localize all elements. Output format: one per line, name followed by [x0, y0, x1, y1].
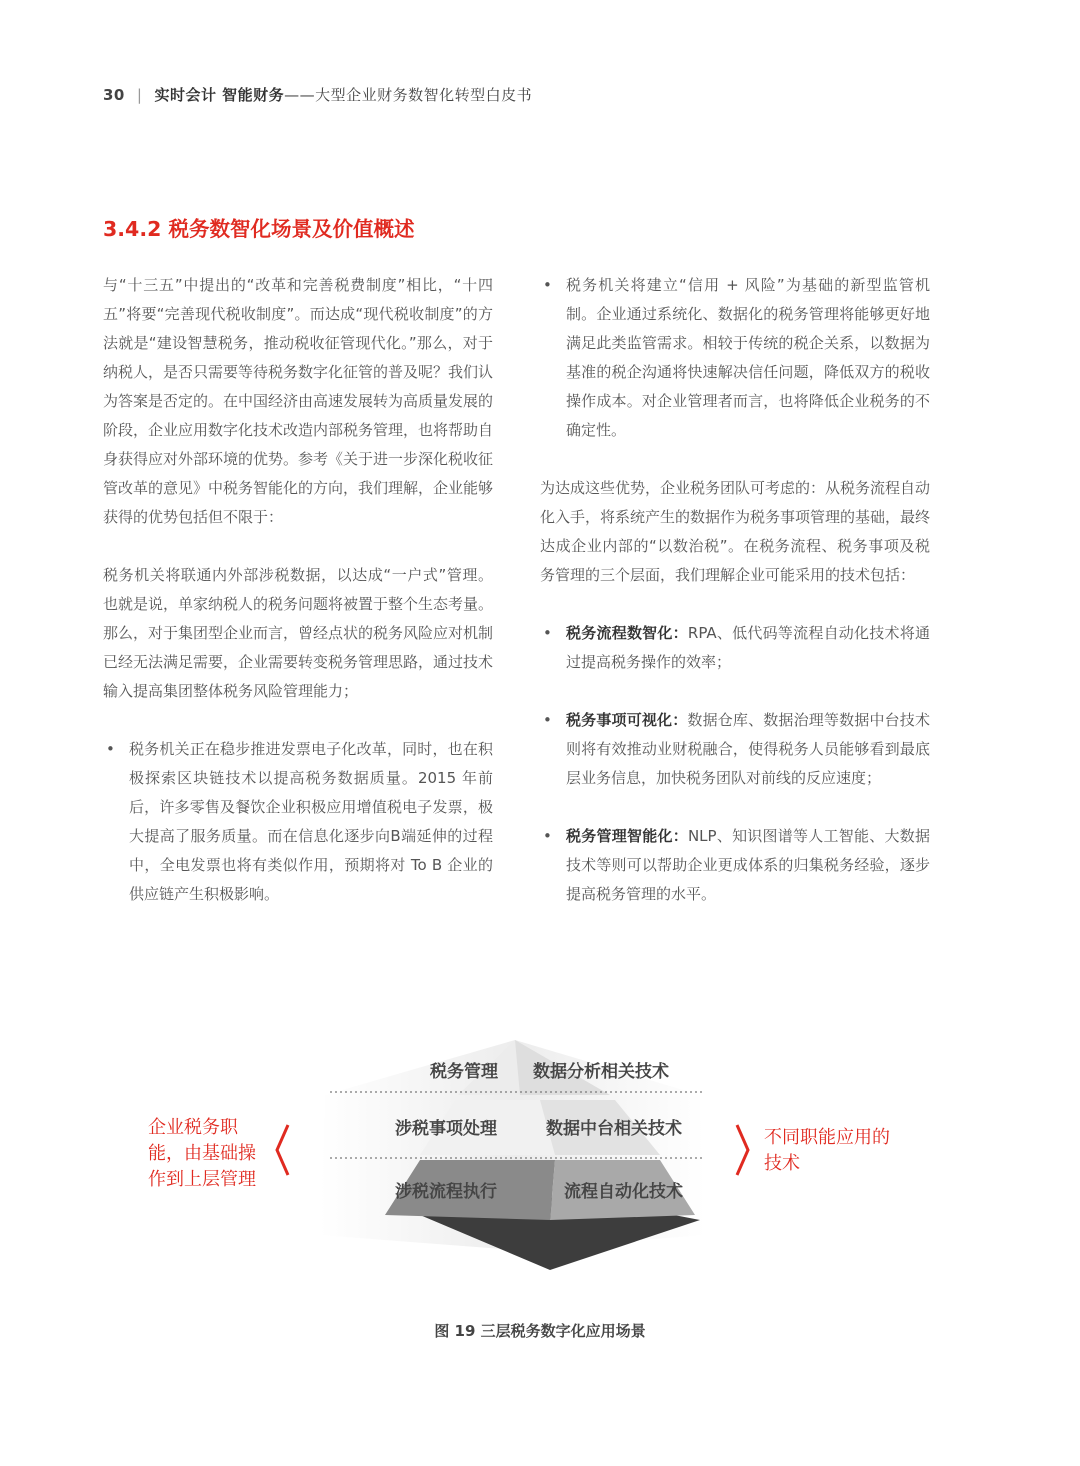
- bullet-dot: •: [106, 740, 115, 758]
- level-bottom-function: 涉税流程执行: [395, 1182, 497, 1202]
- right-axis-label: 不同职能应用的技术: [764, 1127, 890, 1174]
- bullet-dot: •: [543, 624, 552, 642]
- bullet-dot: •: [543, 711, 552, 729]
- tech-bullet-title: 税务流程数智化：: [566, 624, 688, 642]
- tech-bullet-text: 数据仓库、数据治理等数据中台技术则将有效推动业财税融合，使得税务人员能够看到最底层业务信息，加快税务团队对前线的反应速度；: [566, 711, 930, 787]
- level-bottom-technology: 流程自动化技术: [564, 1182, 683, 1202]
- page-number: 30: [103, 86, 125, 104]
- left-bracket-icon: [277, 1125, 288, 1175]
- tech-bullet-title: 税务管理智能化：: [566, 827, 688, 845]
- section-title: 3.4.2 税务数智化场景及价值概述: [103, 217, 415, 241]
- data-integration-paragraph: 税务机关将联通内外部涉税数据，以达成“一户式”管理。也就是说，单家纳税人的税务问题将被置于整个生态考量。那么，对于集团型企业而言，曾经点状的税务风险应对机制已经无法满足需要，企业需要转变税务管理思路，通过技术输入提高集团整体税务风险管理能力；: [103, 566, 494, 700]
- right-bracket-icon: [737, 1125, 748, 1175]
- approach-paragraph: 为达成这些优势，企业税务团队可考虑的：从税务流程自动化入手，将系统产生的数据作为税务事项管理的基础，最终达成企业内部的“以数治税”。在税务流程、税务事项及税务管理的三个层面，我们理解企业可能采用的技术包括：: [540, 479, 931, 584]
- tech-bullet-text: RPA、低代码等流程自动化技术将通过提高税务操作的效率；: [566, 624, 930, 671]
- pyramid-figure: [140, 1035, 940, 1285]
- e-invoice-bullet: [103, 735, 493, 909]
- bullet-dot: •: [543, 827, 552, 845]
- series-title: 实时会计 智能财务: [154, 86, 285, 104]
- tech-bullet-process: [540, 619, 930, 677]
- page-header: [103, 84, 532, 105]
- level-top-function: 税务管理: [430, 1062, 498, 1082]
- level-middle-function: 涉税事项处理: [395, 1119, 497, 1139]
- left-axis-label: 企业税务职能，由基础操作到上层管理: [148, 1117, 256, 1190]
- tech-bullet-intelligence: [540, 822, 930, 909]
- header-separator: |: [136, 86, 143, 104]
- credit-risk-bullet: [540, 271, 930, 445]
- bullet-text: 税务机关正在稳步推进发票电子化改革，同时，也在积极探索区块链技术以提高税务数据质量。2015 年前后，许多零售及餐饮企业积极应用增值税电子发票，极大提高了服务质量。而在信息化逐步向B端延伸的过程中，全电发票也将有类似作用，预期将对 To B 企业的供应链产生积极影响。: [129, 740, 493, 903]
- intro-paragraph: 与“十三五”中提出的“改革和完善税费制度”相比，“十四五”将要“完善现代税收制度”。而达成“现代税收制度”的方法就是“建设智慧税务，推动税收征管现代化。”那么，对于纳税人，是否只需要等待税务数字化征管的普及呢？我们认为答案是否定的。在中国经济由高速发展转为高质量发展的阶段，企业应用数字化技术改造内部税务管理，也将帮助自身获得应对外部环境的优势。参考《关于进一步深化税收征管改革的意见》中税务智能化的方向，我们理解，企业能够获得的优势包括但不限于：: [103, 276, 494, 526]
- level-top-technology: 数据分析相关技术: [533, 1062, 669, 1082]
- book-title: ——大型企业财务数智化转型白皮书: [284, 86, 533, 104]
- bullet-text: 税务机关将建立“信用 + 风险”为基础的新型监管机制。企业通过系统化、数据化的税务管理将能够更好地满足此类监管需求。相较于传统的税企关系，以数据为基准的税企沟通将快速解决信任问题，降低双方的税收操作成本。对企业管理者而言，也将降低企业税务的不确定性。: [566, 276, 930, 439]
- left-column: [103, 271, 493, 938]
- level-middle-technology: 数据中台相关技术: [546, 1119, 682, 1139]
- tech-bullet-title: 税务事项可视化：: [566, 711, 688, 729]
- right-column: [540, 271, 930, 938]
- tech-bullet-visibility: [540, 706, 930, 793]
- figure-caption: 图 19 三层税务数字化应用场景: [434, 1322, 646, 1340]
- tech-bullet-text: NLP、知识图谱等人工智能、大数据技术等则可以帮助企业更成体系的归集税务经验，逐步提高税务管理的水平。: [566, 827, 930, 903]
- bullet-dot: •: [543, 276, 552, 294]
